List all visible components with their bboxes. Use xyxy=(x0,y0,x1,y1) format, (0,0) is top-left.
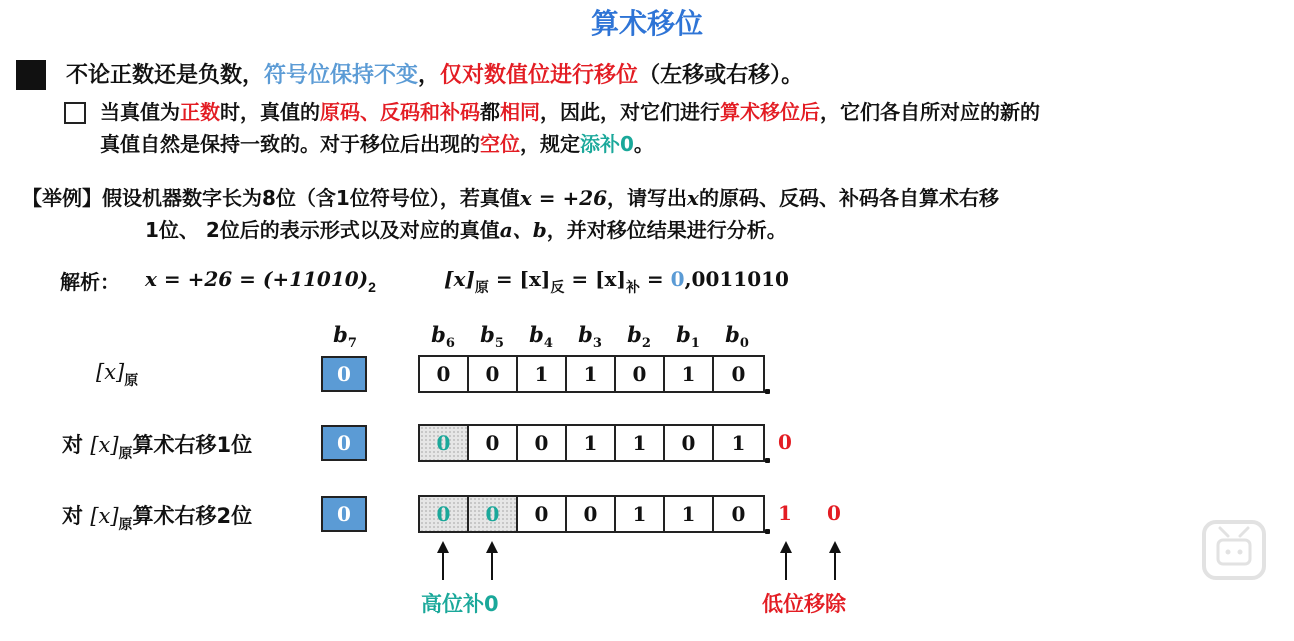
shifted-out-bit: 0 xyxy=(778,430,792,454)
shifted-out-bit: 1 xyxy=(778,501,792,525)
p2-t6: 真值自然是保持一致的。对于移位后出现的 xyxy=(100,132,480,156)
p2-t8: 。 xyxy=(633,132,654,156)
binary-point xyxy=(765,529,770,534)
solution-equation-1 xyxy=(145,267,376,295)
bit-header-b3-letter: b xyxy=(578,322,593,347)
bit-header-b0 xyxy=(717,322,757,351)
bit-cell-filled: 0 xyxy=(420,497,469,531)
bit-cell: 0 xyxy=(420,357,469,391)
p2-r5: 空位 xyxy=(480,132,520,156)
bullet-square-hollow xyxy=(64,102,86,124)
bit-header-b6-index: 6 xyxy=(445,336,455,352)
row2-post: 算术右移2位 xyxy=(132,504,253,528)
ex-l1c: 的原码、反码、补码各自算术右移 xyxy=(698,186,999,210)
example-line-1 xyxy=(22,182,999,211)
bit-header-b3-index: 3 xyxy=(592,336,602,352)
bit-cell: 0 xyxy=(469,357,518,391)
bit-cell: 0 xyxy=(518,426,567,460)
p2-r4: 算术移位后 xyxy=(720,100,820,124)
bit-cell: 1 xyxy=(518,357,567,391)
bit-cell-filled: 0 xyxy=(469,497,518,531)
row-shift1-label xyxy=(62,429,252,463)
arrow-shaft xyxy=(491,552,493,580)
eq2-s3: 补 xyxy=(625,279,640,295)
bit-cell: 1 xyxy=(731,431,746,455)
p2-g1: 添补0 xyxy=(580,132,634,156)
bit-header-b1-letter: b xyxy=(676,322,691,347)
row1-x: [x] xyxy=(90,433,119,457)
bit-header-b3 xyxy=(570,322,610,351)
bit-cell: 1 xyxy=(567,357,616,391)
bit-header-b7 xyxy=(325,322,365,351)
bit-cell: 0 xyxy=(567,497,616,531)
binary-point xyxy=(765,389,770,394)
p2-t3: 都 xyxy=(480,100,500,124)
sign-bit-cell: 0 xyxy=(321,425,367,461)
bit-header-b5-index: 5 xyxy=(494,336,504,352)
row1-sub: 原 xyxy=(118,445,133,461)
bit-header-b1-index: 1 xyxy=(690,336,700,352)
bit-header-b4-letter: b xyxy=(529,322,544,347)
bit-cell: 1 xyxy=(665,497,714,531)
bit-cell: 1 xyxy=(665,357,714,391)
eq2-a: [x] xyxy=(444,267,475,291)
ex-l2ab: a、b xyxy=(499,218,547,242)
point-2-line-2 xyxy=(100,128,654,157)
ex-l1a: 【举例】假设机器数字长为8位（含1位符号位），若真值 xyxy=(22,186,520,210)
ex-l2b: ，并对移位结果进行分析。 xyxy=(546,218,787,242)
shifted-out-bit: 0 xyxy=(827,501,841,525)
arrow-shaft xyxy=(442,552,444,580)
ex-l1b: ，请写出 xyxy=(607,186,688,210)
example-line-2 xyxy=(145,214,787,243)
eq2-b: = [x] xyxy=(488,267,551,291)
sign-bit-cell: 0 xyxy=(321,496,367,532)
solution-label: 解析： xyxy=(60,270,120,294)
p2-t1: 当真值为 xyxy=(100,100,180,124)
bit-header-b5 xyxy=(472,322,512,351)
point-1 xyxy=(66,58,803,89)
ex-l1x: x = +26 xyxy=(519,186,608,210)
row1-pre: 对 xyxy=(62,433,91,457)
p2-r1: 正数 xyxy=(180,100,220,124)
caption-low-removed: 低位移除 xyxy=(762,592,846,616)
row-shift2-label xyxy=(62,500,252,534)
eq2-d: = xyxy=(639,267,671,291)
bit-cell: 0 xyxy=(518,497,567,531)
row2-pre: 对 xyxy=(62,504,91,528)
eq1-main: x = +26 = (+11010) xyxy=(145,267,369,291)
point-1-comma: ， xyxy=(418,63,441,88)
arrow-shaft xyxy=(834,552,836,580)
bullet-square-filled xyxy=(16,60,46,90)
bit-cell: 0 xyxy=(469,426,518,460)
ex-l1x2: x xyxy=(687,186,699,210)
caption-high-fill: 高位补0 xyxy=(421,592,499,616)
bit-header-b0-letter: b xyxy=(725,322,740,347)
bit-cell-filled: 0 xyxy=(420,426,469,460)
row2-sub: 原 xyxy=(118,516,133,532)
p2-t5: ，它们各自所对应的新的 xyxy=(820,100,1040,124)
tv-logo-icon xyxy=(1202,520,1266,580)
bit-header-b2-letter: b xyxy=(627,322,642,347)
bit-cell: 0 xyxy=(665,426,714,460)
p2-r2: 原码、反码和补码 xyxy=(320,100,480,124)
eq1-sub: 2 xyxy=(368,279,376,295)
bit-header-b7-index: 7 xyxy=(347,336,357,352)
value-bits-row-shift1 xyxy=(418,424,765,462)
bit-cell: 0 xyxy=(616,357,665,391)
bit-header-b1 xyxy=(668,322,708,351)
point-2-line-1 xyxy=(100,96,1280,128)
arrow-shaft xyxy=(785,552,787,580)
row1-post: 算术右移1位 xyxy=(132,433,253,457)
row2-x: [x] xyxy=(90,504,119,528)
eq2-e: ,0011010 xyxy=(684,267,789,291)
bit-cell: 1 xyxy=(567,426,616,460)
point-1-value-bits: 仅对数值位进行移位 xyxy=(440,63,639,88)
bit-header-b7-letter: b xyxy=(333,322,348,347)
binary-point xyxy=(765,458,770,463)
sign-bit-cell: 0 xyxy=(321,356,367,392)
value-bits-row-shift2 xyxy=(418,495,765,533)
point-1-text: 不论正数还是负数， xyxy=(66,63,265,88)
row-original-label xyxy=(96,360,138,390)
p2-t7: ，规定 xyxy=(520,132,580,156)
eq2-s1: 原 xyxy=(474,279,489,295)
eq2-sign-bit: 0 xyxy=(670,267,685,291)
bit-header-b2-index: 2 xyxy=(641,336,651,352)
p2-t4: ，因此，对它们进行 xyxy=(540,100,720,124)
p2-r3: 相同 xyxy=(500,100,540,124)
point-1-suffix: （左移或右移）。 xyxy=(638,63,804,88)
row0-x: [x] xyxy=(96,360,125,384)
point-1-sign-bit: 符号位保持不变 xyxy=(264,63,419,88)
solution-equation-2 xyxy=(444,267,789,297)
value-bits-row-original xyxy=(418,355,765,393)
bit-cell: 0 xyxy=(731,362,746,386)
bit-header-b6 xyxy=(423,322,463,351)
bit-header-b4 xyxy=(521,322,561,351)
p2-t2: 时，真值的 xyxy=(220,100,320,124)
page-title: 算术移位 xyxy=(590,7,703,40)
eq2-s2: 反 xyxy=(550,279,565,295)
bit-header-b0-index: 0 xyxy=(739,336,749,352)
eq2-c: = [x] xyxy=(564,267,626,291)
bit-cell: 1 xyxy=(616,497,665,531)
bit-header-b5-letter: b xyxy=(480,322,495,347)
bit-header-b2 xyxy=(619,322,659,351)
bit-cell: 0 xyxy=(731,502,746,526)
ex-l2a: 1位、 2位后的表示形式以及对应的真值 xyxy=(145,218,500,242)
row0-sub: 原 xyxy=(124,372,139,388)
bit-header-b4-index: 4 xyxy=(543,336,553,352)
bit-cell: 1 xyxy=(616,426,665,460)
bit-header-b6-letter: b xyxy=(431,322,446,347)
